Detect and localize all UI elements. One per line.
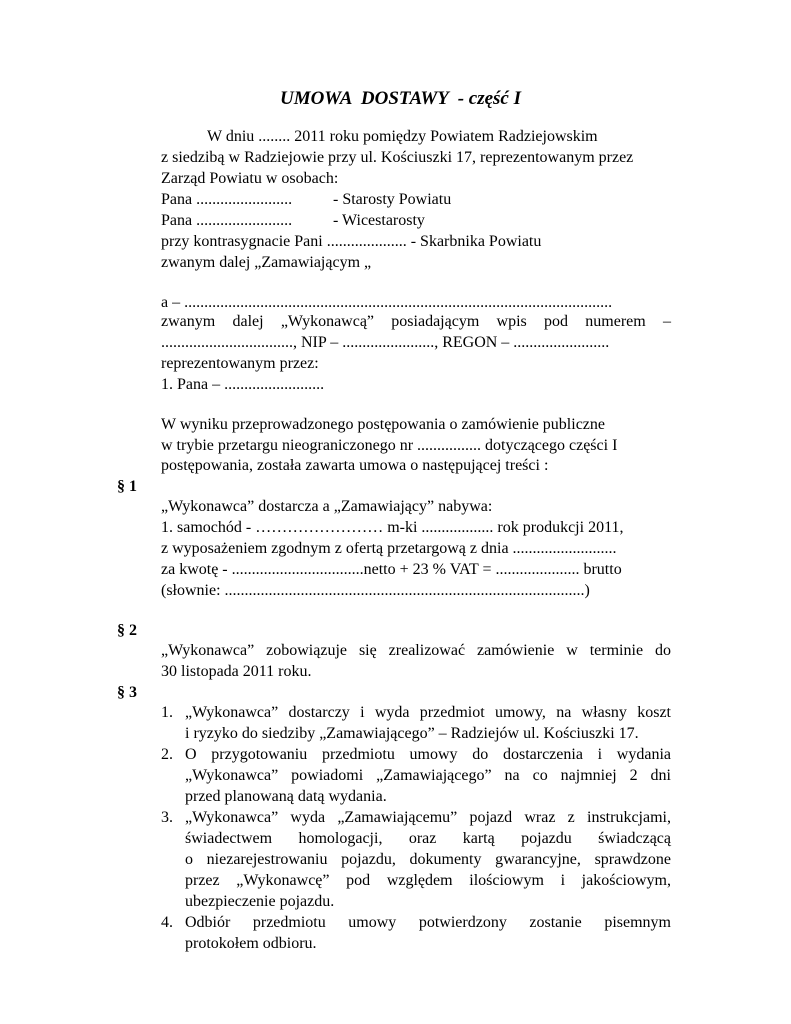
item-3-number: 3.: [161, 809, 173, 826]
contractor-line-5: 1. Pana – .........................: [161, 376, 325, 393]
word: numerem: [585, 313, 646, 330]
starosta-role: - Starosty Powiatu: [333, 191, 452, 208]
intro-line-1: W dniu ........ 2011 roku pomiędzy Powiatem Radziejowskim: [207, 128, 598, 145]
procedure-line-2: w trybie przetargu nieograniczonego nr ................ dotyczącego części I: [161, 437, 618, 454]
word: zwanym: [161, 313, 216, 330]
word: „Wykonawcą”: [280, 313, 375, 330]
s1-line-5: (słownie: ..........................................................................................): [161, 582, 590, 599]
s1-line-3: z wyposażeniem zgodnym z ofertą przetargową z dnia ..........................: [161, 540, 617, 557]
item-2-number: 2.: [161, 746, 173, 763]
contractor-line-2: [161, 312, 671, 332]
intro-line-7: zwanym dalej „Zamawiającym „: [161, 254, 372, 271]
item-2-line-1: O przygotowaniu przedmiotu umowy do dostarczenia i wydania: [185, 746, 671, 763]
section-1-label: § 1: [117, 478, 137, 495]
item-2-line-2: „Wykonawca” powiadomi „Zamawiającego” na co najmniej 2 dni: [185, 767, 671, 784]
s1-line-4: za kwotę - .................................netto + 23 % VAT = ..................... brutto: [161, 561, 622, 578]
section-3-label: § 3: [117, 684, 137, 701]
word: dalej: [232, 313, 264, 330]
s1-line-1: „Wykonawca” dostarcza a „Zamawiający” nabywa:: [161, 498, 493, 515]
contractor-line-4: reprezentowanym przez:: [161, 355, 319, 372]
contractor-line-1: a – ...........................................................................................................: [161, 294, 613, 311]
s2-line-2: 30 listopada 2011 roku.: [161, 663, 312, 680]
item-3-line-2: świadectwem homologacji, oraz kartą pojazdu świadczącą: [185, 830, 671, 847]
starosta-name: Pana ........................: [161, 191, 293, 208]
procedure-line-3: postępowania, została zawarta umowa o następującej treści :: [161, 457, 549, 474]
word: posiadającym: [391, 313, 480, 330]
s2-line-1: „Wykonawca” zobowiązuje się zrealizować zamówienie w terminie do: [161, 642, 671, 659]
item-1-number: 1.: [161, 704, 173, 721]
document-title: UMOWA DOSTAWY - część I: [279, 88, 522, 109]
intro-line-6: przy kontrasygnacie Pani .................... - Skarbnika Powiatu: [161, 233, 542, 250]
item-2-line-3: przed planowaną datą wydania.: [185, 788, 387, 805]
procedure-line-1: W wyniku przeprowadzonego postępowania o zamówienie publiczne: [161, 416, 605, 433]
item-3-line-5: ubezpieczenie pojazdu.: [185, 893, 335, 910]
wicestarosta-role: - Wicestarosty: [333, 212, 425, 229]
item-1-line-2: i ryzyko do siedziby „Zamawiającego” – Radziejów ul. Kościuszki 17.: [185, 725, 639, 742]
item-3-line-3: o niezarejestrowaniu pojazdu, dokumenty gwarancyjne, sprawdzone: [185, 851, 671, 868]
item-4-line-1: Odbiór przedmiotu umowy potwierdzony zostanie pisemnym: [185, 914, 671, 931]
contractor-line-3: ................................., NIP – ......................., REGON – ........................: [161, 334, 610, 351]
s1-line-2: 1. samochód - …………………… m-ki .................. rok produkcji 2011,: [161, 519, 624, 536]
wicestarosta-name: Pana ........................: [161, 212, 293, 229]
item-3-line-4: przez „Wykonawcę” pod względem ilościowym i jakościowym,: [185, 872, 671, 889]
word: –: [662, 313, 671, 330]
item-4-line-2: protokołem odbioru.: [185, 935, 317, 952]
intro-line-3: Zarząd Powiatu w osobach:: [161, 170, 339, 187]
intro-line-2: z siedzibą w Radziejowie przy ul. Kościuszki 17, reprezentowanym przez: [161, 149, 634, 166]
word: pod: [544, 313, 569, 330]
word: wpis: [496, 313, 527, 330]
item-1-line-1: „Wykonawca” dostarczy i wyda przedmiot umowy, na własny koszt: [185, 704, 671, 721]
item-4-number: 4.: [161, 914, 173, 931]
section-2-label: § 2: [117, 622, 137, 639]
item-3-line-1: „Wykonawca” wyda „Zamawiającemu” pojazd wraz z instrukcjami,: [185, 809, 671, 826]
